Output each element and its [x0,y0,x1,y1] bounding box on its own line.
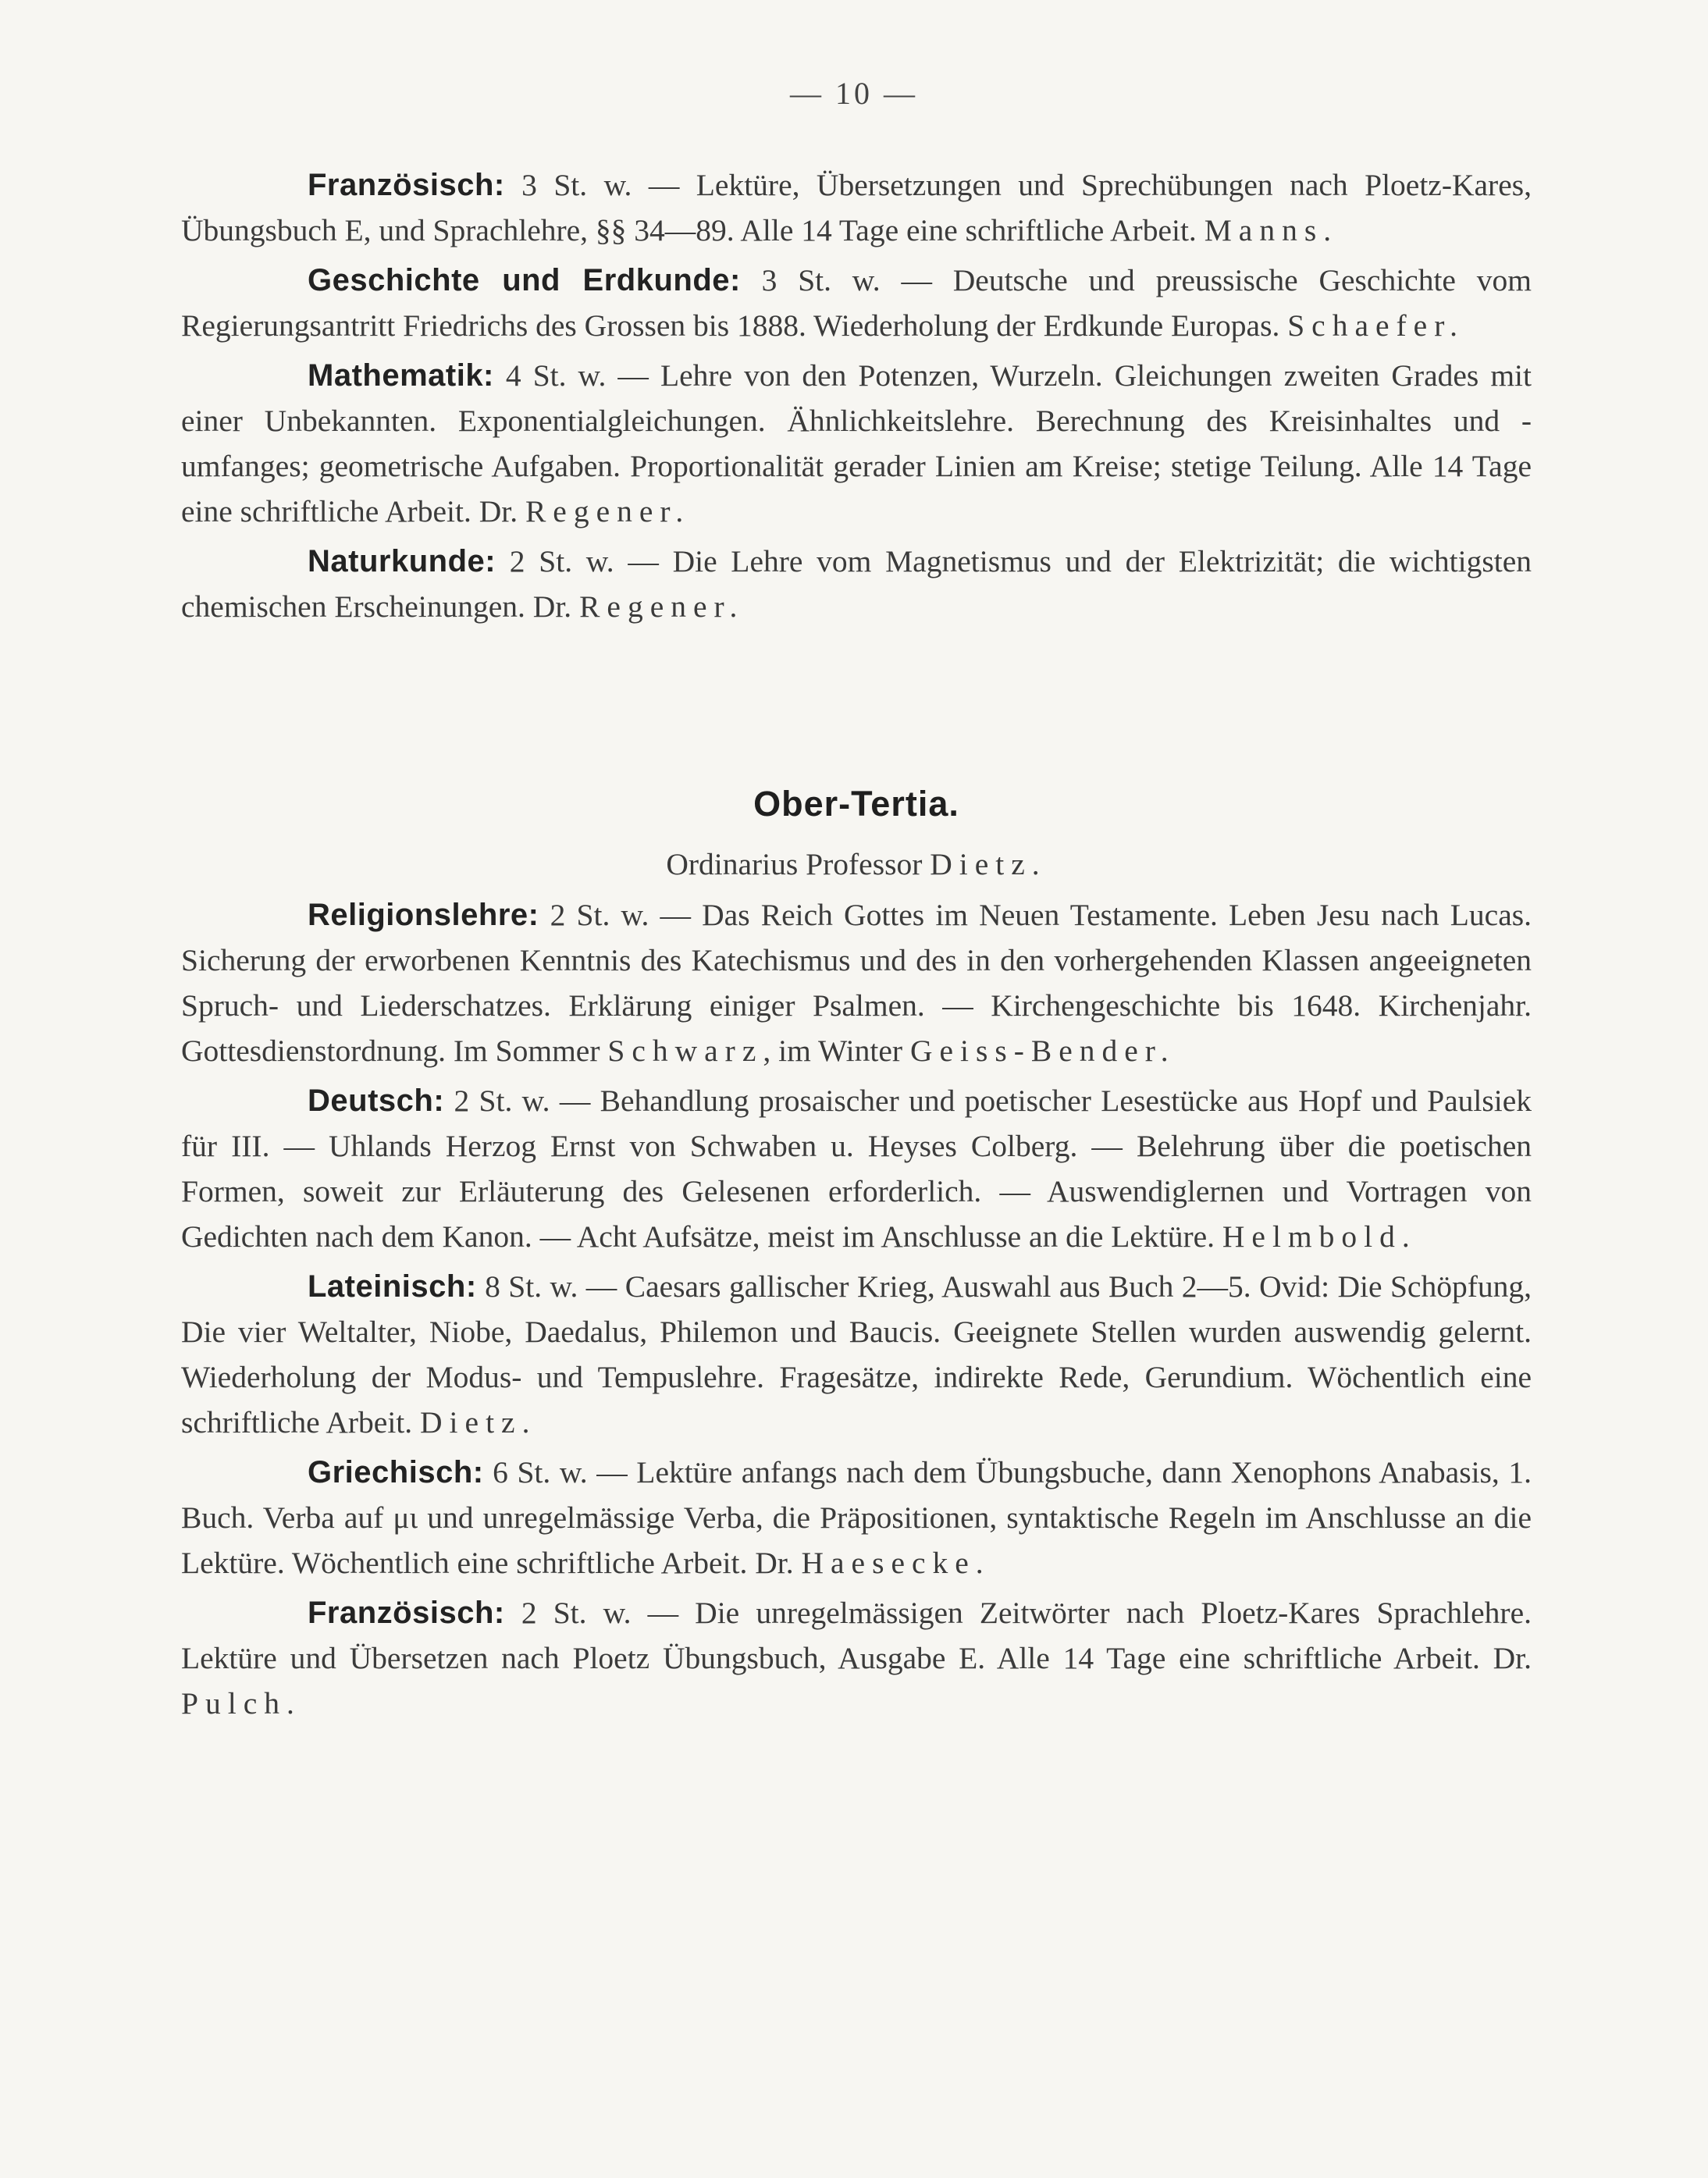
paragraph-franzoesisch-1 [181,162,1532,253]
page-number: — 10 — [790,76,918,111]
teacher-name: Helmbold. [1222,1219,1417,1254]
paragraph-text: 2 St. w. — Die Lehre vom Magnetismus und der Elektrizität; die wichtigsten chemischen Erscheinungen. Dr. [181,544,1532,624]
subject-label: Geschichte und Erdkunde: [308,263,741,297]
teacher-name: Regener. [579,589,745,624]
teacher-name: Haesecke. [801,1546,991,1580]
teacher-name: Schaefer. [1287,308,1465,343]
ordinarius-line [181,827,1532,892]
paragraph-griechisch [181,1450,1532,1585]
paragraph-franzoesisch-2 [181,1590,1532,1726]
paragraph-text: 3 St. w. — Lektüre, Übersetzungen und Sprechübungen nach Ploetz-Kares, Übungsbuch E, und Sprachlehre, §§ 34—89. Alle 14 Tage eine schriftliche Arbeit. [181,168,1532,247]
subject-label: Lateinisch: [308,1269,477,1304]
paragraph-text: 2 St. w. — Das Reich Gottes im Neuen Testamente. Leben Jesu nach Lucas. Sicherung der erworbenen Kenntnis des Katechismus und des in den vorhergehenden Klassen angeeigneten Spruch- und Liederschatzes. Erklärung einiger Psalmen. — Kirchengeschichte bis 1648. Kirchenjahr. Gottesdienstordnung. Im Sommer [181,898,1532,1068]
paragraph-mathematik [181,353,1532,534]
subject-label: Naturkunde: [308,544,496,578]
subject-label: Griechisch: [308,1455,484,1489]
ordinarius-prefix: Ordinarius Professor [666,847,931,881]
paragraph-text: 8 St. w. — Caesars gallischer Krieg, Auswahl aus Buch 2—5. Ovid: Die Schöpfung, Die vier Weltalter, Niobe, Daedalus, Philemon und Baucis. Geeignete Stellen wurden auswendig gelernt. Wiederholung der Modus- und Tempuslehre. Fragesätze, indirekte Rede, Gerundium. Wöchentlich eine schriftliche Arbeit. [181,1269,1532,1440]
paragraph-lateinisch [181,1264,1532,1445]
paragraph-text: 2 St. w. — Behandlung prosaischer und poetischer Lesestücke aus Hopf und Paulsiek für III. — Uhlands Herzog Ernst von Schwaben u. Heyses Colberg. — Belehrung über die poetischen Formen, soweit zur Erläuterung des Gelesenen erforderlich. — Auswendiglernen und Vortragen von Gedichten nach dem Kanon. — Acht Aufsätze, meist im Anschlusse an die Lektüre. [181,1084,1532,1254]
teacher-name: Pulch. [181,1686,301,1721]
subject-label: Religionslehre: [308,898,539,932]
paragraph-text-continued: , im Winter [763,1034,910,1068]
ordinarius-name: Dietz. [930,847,1047,881]
paragraph-deutsch [181,1078,1532,1259]
paragraph-text: 2 St. w. — Die unregelmässigen Zeitwörter nach Ploetz-Kares Sprachlehre. Lektüre und Übersetzen nach Ploetz Übungsbuch, Ausgabe E. Alle 14 Tage eine schriftliche Arbeit. Dr. [181,1596,1532,1675]
section-heading: Ober-Tertia. [753,784,959,824]
teacher-name-2: Geiss-Bender. [909,1034,1176,1068]
subject-label: Französisch: [308,168,505,202]
teacher-name: Schwarz [607,1034,763,1068]
section-unter-tertia-continued [181,162,1532,629]
subject-label: Französisch: [308,1596,505,1630]
teacher-name: Dietz. [420,1405,537,1440]
paragraph-geschichte [181,258,1532,348]
paragraph-religionslehre [181,892,1532,1073]
teacher-name: Manns. [1204,213,1339,247]
subject-label: Deutsch: [308,1084,445,1118]
paragraph-text: 6 St. w. — Lektüre anfangs nach dem Übungsbuche, dann Xenophons Anabasis, 1. Buch. Verba auf μι und unregelmässige Verba, die Präpositionen, syntaktische Regeln im Anschlusse an die Lektüre. Wöchentlich eine schriftliche Arbeit. Dr. [181,1455,1532,1580]
paragraph-text: 3 St. w. — Deutsche und preussische Geschichte vom Regierungsantritt Friedrichs des Grossen bis 1888. Wiederholung der Erdkunde Europas. [181,263,1532,343]
teacher-name: Regener. [525,494,691,528]
subject-label: Mathematik: [308,358,494,393]
section-ober-tertia [181,781,1532,1726]
paragraph-naturkunde [181,539,1532,629]
paragraph-text: 4 St. w. — Lehre von den Potenzen, Wurzeln. Gleichungen zweiten Grades mit einer Unbekannten. Exponentialgleichungen. Ähnlichkeitslehre. Berechnung des Kreisinhaltes und -umfanges; geometrische Aufgaben. Proportionalität gerader Linien am Kreise; stetige Teilung. Alle 14 Tage eine schriftliche Arbeit. Dr. [181,358,1532,528]
